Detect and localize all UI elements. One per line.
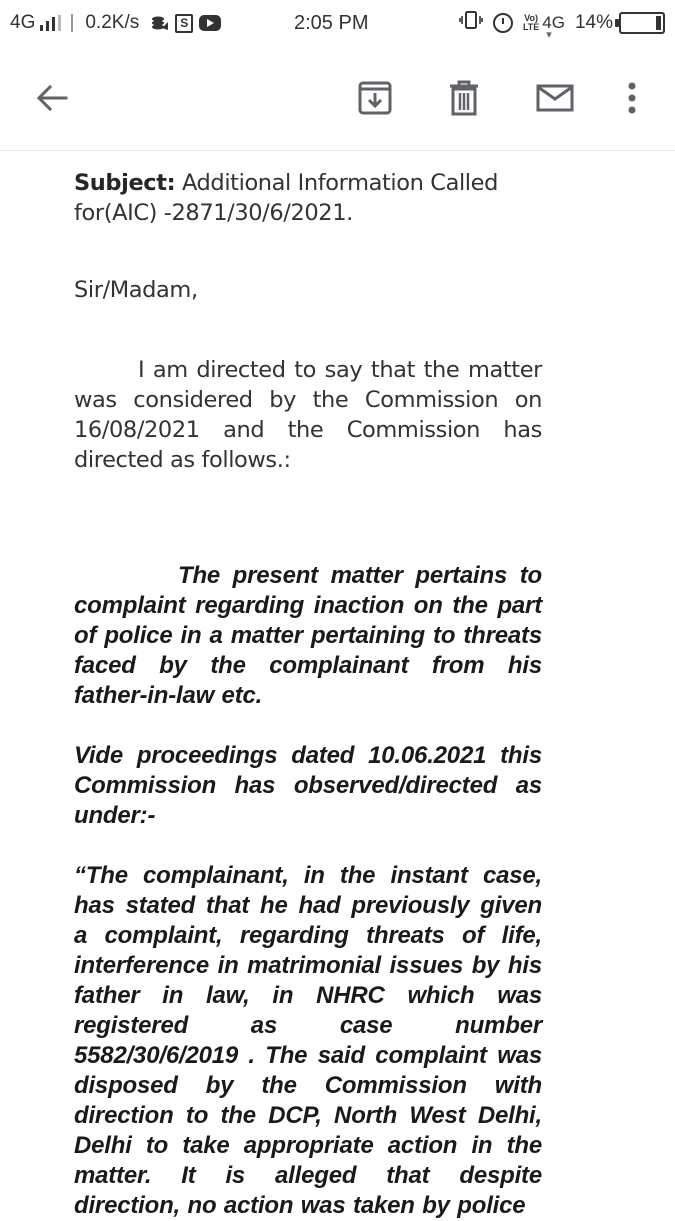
body-paragraph-1: The present matter pertains to complaint regarding inaction on the part of police in a matter pertaining to threats faced by the complainant from his father-in-law etc.: [74, 562, 542, 709]
battery-icon: [619, 12, 665, 34]
status-divider: [71, 14, 73, 32]
network-type-right: 4G ▾: [542, 13, 565, 33]
status-time: 2:05 PM: [294, 12, 369, 34]
volte-indicator: Vo) LTE: [522, 12, 540, 32]
email-toolbar: [0, 48, 675, 148]
network-type: 4G: [10, 12, 36, 33]
archive-button[interactable]: [349, 72, 401, 124]
vibrate-icon: [459, 10, 483, 35]
data-saver-icon: [151, 14, 169, 32]
subject-text: Additional Information Called for(AIC) -2871/30/6/2021.: [74, 170, 498, 226]
delete-button[interactable]: [438, 72, 490, 124]
signal-icon: [40, 15, 61, 31]
status-right: [459, 10, 665, 35]
email-body: [74, 168, 542, 1221]
youtube-icon: [199, 15, 221, 31]
subject-label: Subject:: [74, 170, 176, 196]
body-paragraph-2: Vide proceedings dated 10.06.2021 this Commission has observed/directed as under:-: [74, 742, 542, 829]
data-speed: 0.2K/s: [85, 12, 140, 33]
intro-paragraph: I am directed to say that the matter was considered by the Commission on 16/08/2021 and the Commission has directed as follows.:: [74, 357, 542, 473]
alarm-icon: [493, 13, 513, 33]
more-options-icon: [627, 82, 637, 114]
archive-icon: [357, 80, 393, 116]
mark-unread-icon: [536, 84, 574, 112]
email-subject: [74, 168, 542, 228]
toolbar-divider: [0, 150, 675, 151]
body-paragraph-3: “The complainant, in the instant case, has stated that he had previously given a complaint, regarding threats of life, interference in matrimonial issues by his father in law, in NHRC which was registered as case number 5582/30/6/2019 . The said complaint was disposed by the Commission with direction to the DCP, North West Delhi, Delhi to take appropriate action in the matter. It is alleged that despite direction, no action was taken by police: [74, 862, 542, 1219]
back-arrow-icon: [36, 84, 68, 112]
s-app-icon: S: [175, 14, 193, 33]
battery-percent: 14%: [574, 11, 613, 33]
mark-unread-button[interactable]: [529, 72, 581, 124]
delete-icon: [448, 80, 480, 116]
salutation: Sir/Madam,: [74, 277, 198, 303]
status-bar: [0, 0, 675, 48]
status-left: [10, 12, 221, 34]
more-options-button[interactable]: [606, 72, 658, 124]
back-button[interactable]: [26, 72, 78, 124]
